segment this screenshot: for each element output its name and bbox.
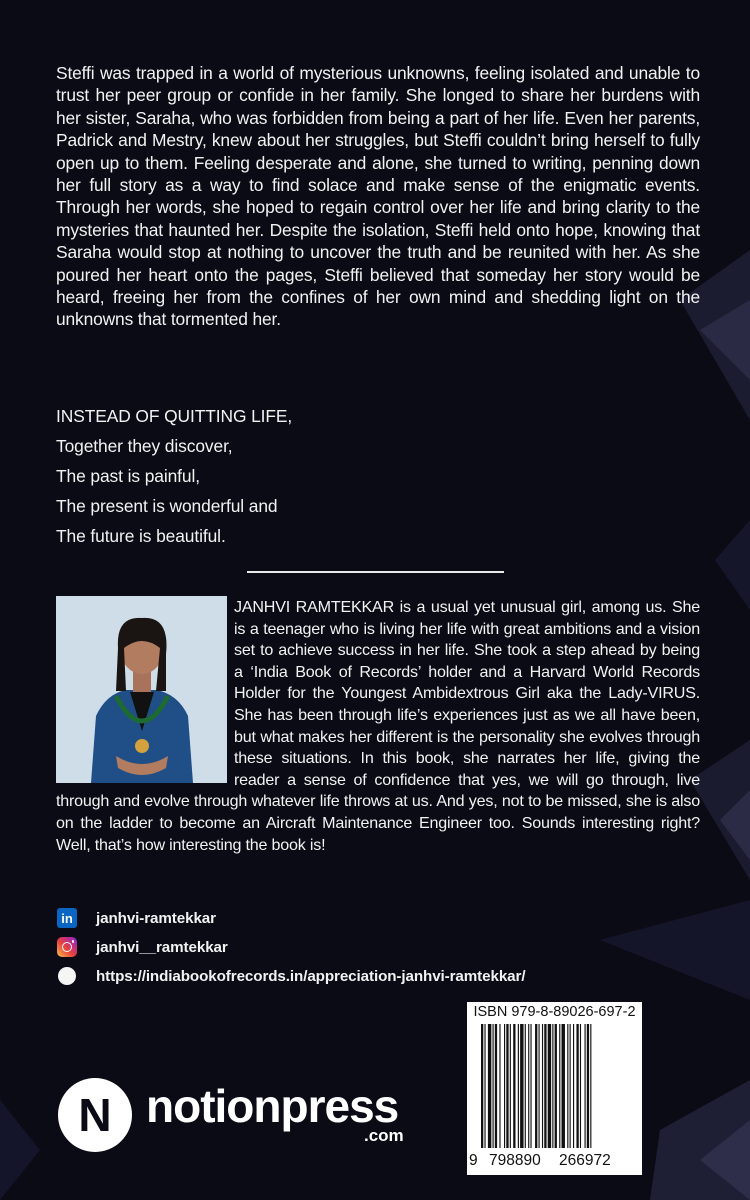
barcode-bar — [506, 1024, 508, 1148]
barcode-bar — [576, 1024, 578, 1148]
barcode-bar — [552, 1024, 553, 1148]
barcode-bar — [555, 1024, 557, 1148]
linkedin-handle[interactable]: janhvi-ramtekkar — [96, 909, 216, 927]
divider — [247, 571, 504, 573]
isbn-digit-group: 9 — [469, 1152, 478, 1169]
isbn-digit-group: 266972 — [559, 1152, 611, 1169]
publisher-logo — [56, 1074, 416, 1154]
social-links — [56, 904, 525, 990]
isbn-digit-group: 798890 — [489, 1152, 541, 1169]
barcode-bar — [567, 1024, 568, 1148]
barcode-bar — [539, 1024, 540, 1148]
isbn-label: ISBN 979-8-89026-697-2 — [473, 1004, 636, 1020]
social-item-web[interactable] — [56, 962, 525, 990]
isbn-barcode-box — [467, 1002, 642, 1175]
barcode-bar — [548, 1024, 551, 1148]
instagram-icon — [57, 937, 77, 957]
barcode-bar — [559, 1024, 560, 1148]
barcode-bar — [513, 1024, 515, 1148]
barcode-bar — [530, 1024, 531, 1148]
barcode-bar — [495, 1024, 497, 1148]
publisher-domain: .com — [364, 1126, 404, 1145]
author-bio-text: JANHVI RAMTEKKAR is a usual yet unusual girl, among us. She is a teenager who is living her life with great ambitions and a vision set to achieve success in her life. She took a step ahead by being a ‘India Book of Records’ holder and a Harvard World Records Holder for the Youngest Ambidextrous Girl aka the Lady-VIRUS. She has been through life’s experiences just as we all have been, but what makes her different is the personality she evolves through these situations. In this book, she narrates her life, giving the reader a sense of confidence that yes, we will go through, live through and evolve through whatever life throws at us. And yes, not to be missed, she is also on the ladder to become an Aircraft Maintenance Engineer too. Sounds interesting right? Well, that’s how interesting the book is! — [56, 598, 700, 854]
web-link[interactable]: https://indiabookofrecords.in/appreciation-janhvi-ramtekkar/ — [96, 967, 526, 985]
social-item-instagram[interactable] — [56, 932, 525, 962]
barcode-bar — [518, 1024, 519, 1148]
barcode-bar — [504, 1024, 505, 1148]
barcode-bar — [488, 1024, 491, 1148]
barcode-bar — [562, 1024, 565, 1148]
web-icon — [58, 967, 76, 985]
linkedin-icon: in — [57, 908, 77, 928]
isbn-digits — [467, 1152, 642, 1174]
social-item-linkedin[interactable] — [56, 904, 525, 932]
barcode-bar — [525, 1024, 526, 1148]
tagline-line: The present is wonderful and — [56, 496, 278, 516]
barcode-bar — [499, 1024, 500, 1148]
barcode-bar — [580, 1024, 581, 1148]
barcode-bar — [520, 1024, 523, 1148]
barcode-bar — [484, 1024, 485, 1148]
tagline-line: The future is beautiful. — [56, 526, 226, 546]
book-blurb: Steffi was trapped in a world of mysterious unknowns, feeling isolated and unable to trust her peer group or confide in her family. She longed to share her burdens with her sister, Saraha, who was forbidden from being a part of her life. Even her parents, Padrick and Mestry, knew about her struggles, but Steffi couldn’t bring herself to fully open up to them. Feeling desperate and alone, she turned to writing, penning down her full story as a way to find solace and make sense of the enigmatic events. Through her words, she hoped to regain control over her life and bring clarity to the mysteries that haunted her. Despite the isolation, Steffi held onto hope, knowing that Saraha would stop at nothing to uncover the truth and be reunited with her. As she poured her heart onto the pages, Steffi believed that someday her story would be heard, freeing her from the confines of her own mind and shedding light on the unknowns that tormented her. — [56, 63, 700, 330]
barcode-bar — [573, 1024, 574, 1148]
barcode-bar — [528, 1024, 529, 1148]
publisher-name: notionpress — [146, 1080, 399, 1132]
tagline — [56, 401, 292, 551]
barcode-bar — [542, 1024, 543, 1148]
barcode-bar — [590, 1024, 591, 1148]
tagline-line: The past is painful, — [56, 466, 200, 486]
barcode-bar — [587, 1024, 589, 1148]
tagline-line: INSTEAD OF QUITTING LIFE, — [56, 406, 293, 426]
tagline-line: Together they discover, — [56, 436, 233, 456]
instagram-handle[interactable]: janhvi__ramtekkar — [96, 938, 228, 956]
notionpress-logo-icon — [56, 1076, 134, 1154]
barcode-bar — [493, 1024, 494, 1148]
barcode-bar — [481, 1024, 483, 1148]
barcode-bar — [570, 1024, 571, 1148]
logo-letter: N — [78, 1089, 112, 1141]
author-bio — [56, 597, 700, 856]
barcode — [479, 1024, 631, 1152]
barcode-bar — [544, 1024, 546, 1148]
barcode-bar — [510, 1024, 511, 1148]
barcode-bar — [585, 1024, 586, 1148]
barcode-bar — [535, 1024, 537, 1148]
